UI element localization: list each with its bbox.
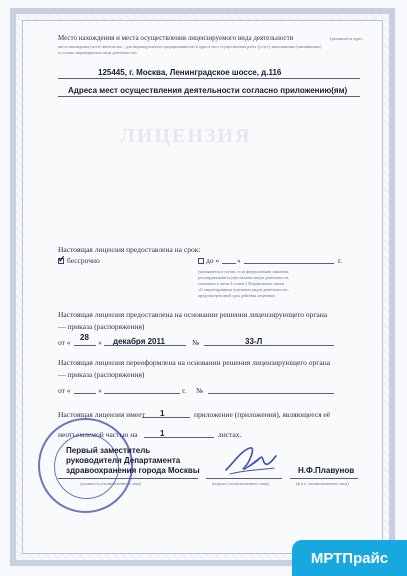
location-heading: Место нахождения и места осуществления лицензируемого вида деятельности (58, 34, 294, 42)
term-note-5: предусмотрен иной срок действия лицензии) (198, 293, 275, 298)
until-prefix: до « (206, 256, 220, 265)
basis-day-line (74, 345, 96, 346)
annex-line2-prefix: неотъемлемой частью на (58, 430, 138, 439)
caption-name: (ф.и.о. уполномоченного лица) (296, 481, 349, 486)
basis-month-year: декабря 2011 (113, 337, 165, 346)
basis-from-label: от « (58, 338, 71, 347)
checkmark-icon: ✓ (58, 254, 66, 264)
term-label: Настоящая лицензия предоставлена на срок: (58, 245, 201, 254)
until-year-suffix: г. (338, 256, 343, 265)
basis-number-label: № (192, 338, 200, 347)
until-day-line (222, 263, 236, 264)
annex-count-line (142, 417, 190, 418)
annex-sheets: 1 (160, 429, 165, 438)
faded-title: ЛИЦЕНЗИЯ (120, 125, 252, 147)
reissue-close-quote: » (98, 386, 102, 395)
basis-date-line (104, 345, 186, 346)
address-underline (58, 78, 360, 79)
unlimited-option: бессрочно (67, 256, 100, 265)
basis-number-line (204, 345, 334, 346)
annex-sheets-suffix: листах. (218, 430, 242, 439)
signer-title-line2: руководителя Департамента (66, 456, 181, 465)
location-note-line3: в составе лицензируемого вида деятельности) (58, 50, 137, 55)
addresses-underline (58, 96, 360, 97)
annex-count: 1 (160, 409, 165, 418)
reissue-line1: Настоящая лицензия переоформлена на основании решения лицензирующего органа (58, 358, 331, 367)
annex-sheets-line (144, 437, 214, 438)
annex-line-suffix: приложение (приложения), являющееся её (194, 410, 331, 419)
term-note-2: регулирующими осуществление видов деятельности, (198, 275, 290, 280)
annex-line-prefix: Настоящая лицензия имеет (58, 410, 145, 419)
reissue-number-label: № (196, 386, 204, 395)
term-note-1: (указывается в случае, если федеральными законами, (198, 269, 290, 274)
location-note-line2: места нахождения (место жительства – для индивидуального предпринимателя) и адреса мест осуществления работ (услуг), выполняемых (оказываемых) (58, 44, 322, 49)
name-line (290, 478, 358, 479)
address-value: 125445, г. Москва, Ленинградское шоссе, д.116 (98, 68, 282, 77)
until-date-line (244, 263, 334, 264)
until-checkbox (198, 258, 204, 264)
signer-title-line1: Первый заместитель (66, 446, 151, 455)
basis-day: 28 (80, 333, 89, 342)
signer-title-line3: здравоохранения города Москвы (66, 466, 200, 475)
reissue-day-line (74, 393, 96, 394)
basis-line2: — приказа (распоряжения) (58, 322, 145, 331)
signature-line (206, 478, 282, 479)
until-quote: » (237, 256, 241, 265)
basis-number: 33-Л (245, 337, 263, 346)
reissue-date-line (104, 393, 180, 394)
basis-close-quote: » (98, 338, 102, 347)
term-note-3: указанных в части 4 статьи 1 Федерального закона (198, 281, 285, 286)
location-heading-note: (указывается адрес (330, 36, 363, 41)
position-line (58, 478, 198, 479)
addresses-note: Адреса мест осуществления деятельности согласно приложению(ям) (68, 86, 348, 95)
reissue-from-label: от « (58, 386, 71, 395)
caption-signature: (подпись уполномоченного лица) (212, 481, 269, 486)
basis-line1: Настоящая лицензия предоставлена на основании решения лицензирующего органа (58, 310, 328, 319)
signature-icon (220, 440, 280, 480)
caption-position: (должность уполномоченного лица) (80, 481, 142, 486)
brand-label: МРТПрайс (310, 549, 389, 567)
term-note-4: «О лицензировании отдельных видов деятельности», (198, 287, 289, 292)
signer-name: Н.Ф.Плавунов (298, 466, 355, 475)
brand-badge (292, 540, 407, 576)
reissue-line2: — приказа (распоряжения) (58, 370, 145, 379)
reissue-number-line (208, 393, 334, 394)
reissue-year-suffix: г. (182, 386, 187, 395)
